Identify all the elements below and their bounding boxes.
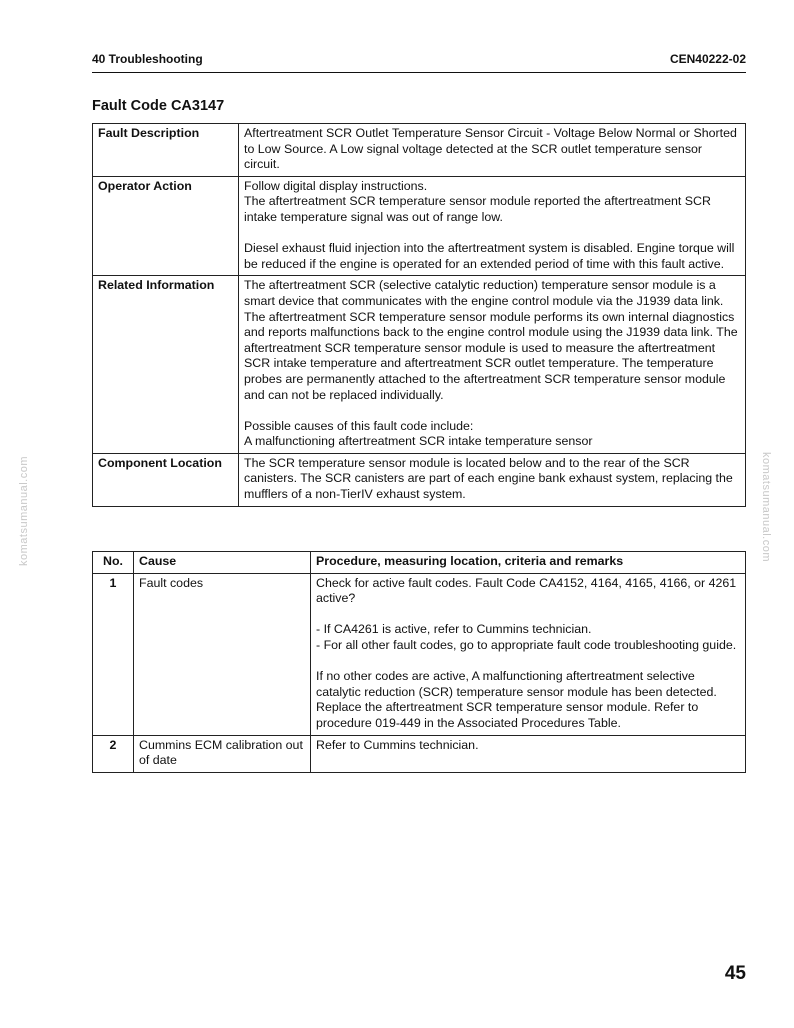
cause-text: Cummins ECM calibration out of date [134, 735, 311, 772]
cause-number: 2 [93, 735, 134, 772]
paragraph: If no other codes are active, A malfunctioning aftertreatment selective catalytic reduction (SCR) temperature sensor module has been detected. Replace the aftertreatment SCR temperature sensor module. Refer to procedure 019-449 in the Associated Procedures Table. [316, 669, 717, 730]
table-row [93, 276, 746, 454]
bullet-item: - For all other fault codes, go to appropriate fault code troubleshooting guide. [316, 637, 737, 652]
table-row [93, 453, 746, 506]
row-content [239, 453, 746, 506]
cause-text: Fault codes [134, 573, 311, 735]
table-row [93, 573, 746, 735]
fault-code-title: Fault Code CA3147 [92, 98, 225, 114]
fault-info-table [92, 123, 746, 507]
table-row [93, 735, 746, 772]
paragraph: Check for active fault codes. Fault Code CA4152, 4164, 4165, 4166, or 4261 active? [316, 575, 737, 606]
header-procedure: Procedure, measuring location, criteria and remarks [311, 552, 746, 574]
header-no: No. [93, 552, 134, 574]
cause-procedure-table [92, 551, 746, 773]
watermark-right: komatsumanual.com [760, 452, 772, 562]
header-cause: Cause [134, 552, 311, 574]
paragraph: The aftertreatment SCR temperature sensor module reported the aftertreatment SCR intake temperature signal was out of range low. [244, 194, 711, 224]
paragraph: The SCR temperature sensor module is located below and to the rear of the SCR canisters. The SCR canisters are part of each engine bank exhaust system, replacing the mufflers of a non-TierIV exhaust system. [244, 455, 733, 502]
page-number: 45 [724, 963, 746, 984]
header-divider [92, 72, 746, 73]
paragraph: Possible causes of this fault code include: [244, 418, 474, 433]
section-title: 40 Troubleshooting [92, 52, 203, 66]
row-label: Component Location [93, 453, 239, 506]
table-row [93, 176, 746, 276]
bullet-item: - If CA4261 is active, refer to Cummins technician. [316, 622, 592, 637]
row-label: Fault Description [93, 124, 239, 177]
row-label: Related Information [93, 276, 239, 454]
table-row [93, 124, 746, 177]
row-content [239, 124, 746, 177]
watermark-left: komatsumanual.com [18, 456, 30, 566]
procedure-text [311, 573, 746, 735]
paragraph: Aftertreatment SCR Outlet Temperature Sensor Circuit - Voltage Below Normal or Shorted to Low Source. A Low signal voltage detected at the SCR outlet temperature sensor circuit. [244, 126, 737, 172]
paragraph: Follow digital display instructions. [244, 178, 428, 193]
cause-number: 1 [93, 573, 134, 735]
paragraph: The aftertreatment SCR (selective catalytic reduction) temperature sensor module is a smart device that communicates with the engine control module via the J1939 data link. The aftertreatment SCR temperature sensor module performs its own internal diagnostics and reports malfunctions back to the engine control module using the J1939 data link. The aftertreatment SCR temperature sensor module is used to measure the aftertreatment SCR intake temperature and aftertreatment SCR outlet temperature. The temperature probes are permanently attached to the aftertreatment SCR temperature sensor module and can not be replaced individually. [244, 278, 738, 402]
row-label: Operator Action [93, 176, 239, 276]
document-code: CEN40222-02 [669, 52, 746, 66]
table-header-row [93, 552, 746, 574]
row-content [239, 176, 746, 276]
row-content [239, 276, 746, 454]
procedure-text [311, 735, 746, 772]
page-header [92, 52, 746, 70]
paragraph: Diesel exhaust fluid injection into the aftertreatment system is disabled. Engine torque will be reduced if the engine is operated for an extended period of time with this fault active. [244, 241, 735, 271]
paragraph: Refer to Cummins technician. [316, 737, 479, 752]
paragraph: A malfunctioning aftertreatment SCR intake temperature sensor [244, 434, 593, 449]
